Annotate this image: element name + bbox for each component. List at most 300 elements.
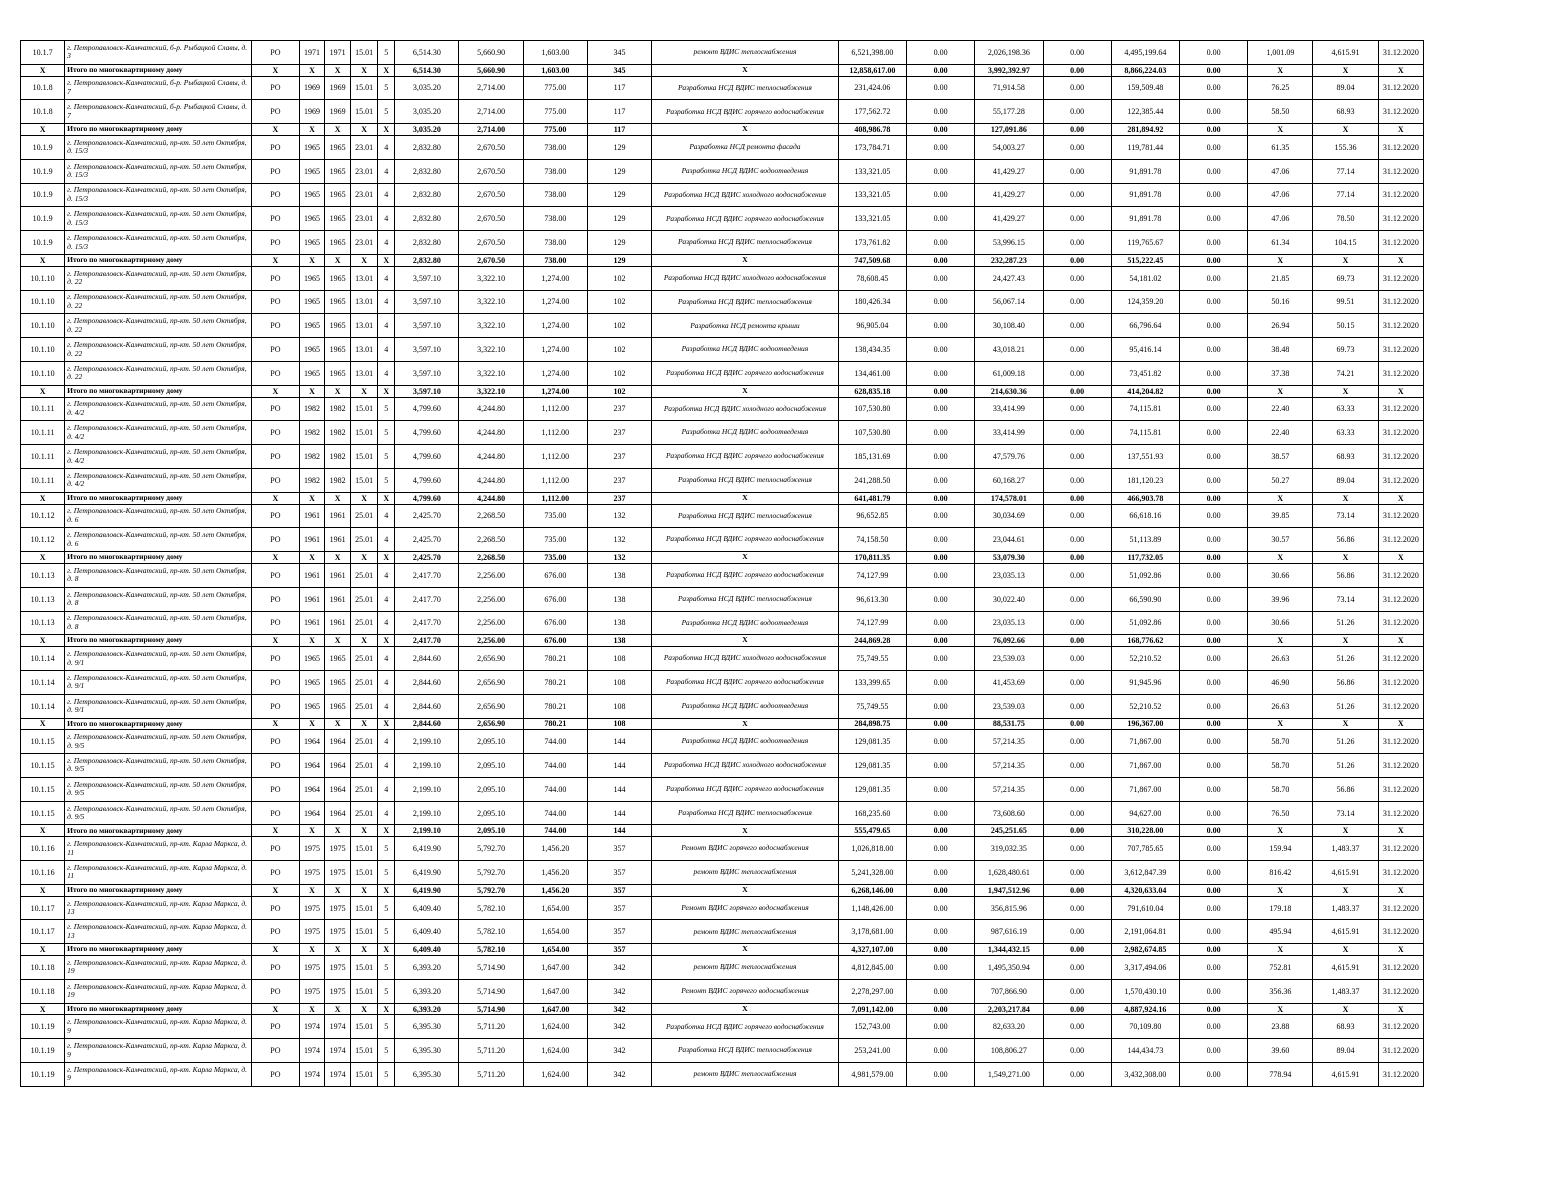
living-area-cell: 2,256.00	[459, 563, 523, 587]
total-row	[21, 64, 1424, 76]
federal-funds-cell: 0.00	[907, 397, 975, 421]
work-type-cell: Разработка НСД ВДИС холодного водоснабжения	[652, 754, 839, 778]
max-unit-cost-cell: 68.93	[1313, 100, 1378, 124]
unit-cost-cell: X	[1248, 825, 1313, 837]
regional-funds-cell: 23,035.13	[975, 611, 1043, 635]
owner-cell: РО	[251, 445, 299, 469]
unit-cost-cell: 58.70	[1248, 754, 1313, 778]
regional-funds-cell: 319,032.35	[975, 837, 1043, 861]
commission-year-cell: 1971	[325, 41, 351, 65]
owner-cell: X	[251, 1003, 299, 1015]
total-area-cell: 6,393.20	[395, 956, 459, 980]
owner-cell: РО	[251, 837, 299, 861]
table-row	[21, 100, 1424, 124]
deadline-cell: 31.12.2020	[1378, 183, 1423, 207]
address-cell: Итого по многоквартирному дому	[65, 884, 252, 896]
item-number-cell: X	[21, 944, 65, 956]
item-number-cell: 10.1.18	[21, 979, 65, 1003]
other-funds-cell: 0.00	[1179, 385, 1247, 397]
common-area-cell: 775.00	[523, 100, 587, 124]
federal-funds-cell: 0.00	[907, 231, 975, 255]
federal-funds-cell: 0.00	[907, 1015, 975, 1039]
item-number-cell: 10.1.9	[21, 183, 65, 207]
owner-cell: РО	[251, 563, 299, 587]
item-number-cell: 10.1.18	[21, 956, 65, 980]
other-funds-cell: 0.00	[1179, 920, 1247, 944]
deadline-cell: 31.12.2020	[1378, 135, 1423, 159]
common-area-cell: 1,654.00	[523, 920, 587, 944]
federal-funds-cell: 0.00	[907, 159, 975, 183]
wall-material-cell: X	[351, 1003, 378, 1015]
table-row	[21, 587, 1424, 611]
address-cell: г. Петропавловск-Камчатский, пр-кт. 50 лет Октября, д. 6	[65, 504, 252, 528]
commission-year-cell: X	[325, 124, 351, 136]
total-row	[21, 825, 1424, 837]
total-cost-cell: 129,081.35	[838, 730, 906, 754]
total-cost-cell: 1,148,426.00	[838, 896, 906, 920]
owner-funds-cell: 168,776.62	[1111, 635, 1179, 647]
municipal-funds-cell: 0.00	[1043, 611, 1111, 635]
common-area-cell: 775.00	[523, 76, 587, 100]
max-unit-cost-cell: X	[1313, 552, 1378, 564]
table-row	[21, 563, 1424, 587]
address-cell: г. Петропавловск-Камчатский, пр-кт. 50 лет Октября, д. 4/2	[65, 397, 252, 421]
unit-cost-cell: 30.66	[1248, 611, 1313, 635]
wall-material-cell: 15.01	[351, 468, 378, 492]
built-year-cell: 1965	[299, 314, 324, 338]
address-cell: Итого по многоквартирному дому	[65, 64, 252, 76]
owner-funds-cell: 2,191,064.81	[1111, 920, 1179, 944]
owner-funds-cell: 51,092.86	[1111, 611, 1179, 635]
living-area-cell: 2,656.90	[459, 670, 523, 694]
federal-funds-cell: 0.00	[907, 861, 975, 885]
owner-cell: РО	[251, 861, 299, 885]
floors-cell: 4	[378, 611, 395, 635]
built-year-cell: 1975	[299, 861, 324, 885]
common-area-cell: 1,647.00	[523, 956, 587, 980]
other-funds-cell: 0.00	[1179, 1063, 1247, 1087]
owner-cell: РО	[251, 397, 299, 421]
max-unit-cost-cell: X	[1313, 64, 1378, 76]
item-number-cell: 10.1.8	[21, 76, 65, 100]
commission-year-cell: 1964	[325, 801, 351, 825]
owner-cell: РО	[251, 183, 299, 207]
max-unit-cost-cell: 4,615.91	[1313, 1063, 1378, 1087]
work-type-cell: Разработка НСД ВДИС горячего водоснабжения	[652, 361, 839, 385]
owner-cell: РО	[251, 100, 299, 124]
federal-funds-cell: 0.00	[907, 552, 975, 564]
commission-year-cell: 1965	[325, 694, 351, 718]
total-cost-cell: 107,530.80	[838, 397, 906, 421]
other-funds-cell: 0.00	[1179, 100, 1247, 124]
item-number-cell: 10.1.16	[21, 837, 65, 861]
living-area-cell: 4,244.80	[459, 397, 523, 421]
unit-cost-cell: 76.50	[1248, 801, 1313, 825]
total-cost-cell: 74,158.50	[838, 528, 906, 552]
item-number-cell: X	[21, 124, 65, 136]
address-cell: г. Петропавловск-Камчатский, пр-кт. 50 лет Октября, д. 9/5	[65, 730, 252, 754]
owner-funds-cell: 791,610.04	[1111, 896, 1179, 920]
address-cell: г. Петропавловск-Камчатский, пр-кт. 50 лет Октября, д. 15/3	[65, 207, 252, 231]
total-cost-cell: 177,562.72	[838, 100, 906, 124]
living-area-cell: 3,322.10	[459, 290, 523, 314]
owner-funds-cell: 4,495,199.64	[1111, 41, 1179, 65]
built-year-cell: 1961	[299, 587, 324, 611]
max-unit-cost-cell: 69.73	[1313, 266, 1378, 290]
table-row	[21, 528, 1424, 552]
municipal-funds-cell: 0.00	[1043, 397, 1111, 421]
owner-funds-cell: 71,867.00	[1111, 730, 1179, 754]
max-unit-cost-cell: 51.26	[1313, 730, 1378, 754]
built-year-cell: 1982	[299, 445, 324, 469]
deadline-cell: X	[1378, 64, 1423, 76]
federal-funds-cell: 0.00	[907, 338, 975, 362]
regional-funds-cell: 71,914.58	[975, 76, 1043, 100]
total-cost-cell: 129,081.35	[838, 777, 906, 801]
commission-year-cell: 1965	[325, 361, 351, 385]
floors-cell: 4	[378, 266, 395, 290]
work-type-cell: X	[652, 492, 839, 504]
commission-year-cell: 1965	[325, 159, 351, 183]
municipal-funds-cell: 0.00	[1043, 754, 1111, 778]
municipal-funds-cell: 0.00	[1043, 563, 1111, 587]
max-unit-cost-cell: 104.15	[1313, 231, 1378, 255]
owner-cell: РО	[251, 979, 299, 1003]
other-funds-cell: 0.00	[1179, 231, 1247, 255]
unit-cost-cell: X	[1248, 552, 1313, 564]
unit-cost-cell: 39.60	[1248, 1039, 1313, 1063]
deadline-cell: 31.12.2020	[1378, 956, 1423, 980]
federal-funds-cell: 0.00	[907, 635, 975, 647]
common-area-cell: 738.00	[523, 207, 587, 231]
deadline-cell: 31.12.2020	[1378, 587, 1423, 611]
municipal-funds-cell: 0.00	[1043, 956, 1111, 980]
residents-cell: 138	[587, 587, 651, 611]
federal-funds-cell: 0.00	[907, 124, 975, 136]
residents-cell: 144	[587, 825, 651, 837]
built-year-cell: 1964	[299, 777, 324, 801]
municipal-funds-cell: 0.00	[1043, 635, 1111, 647]
owner-cell: РО	[251, 528, 299, 552]
table-row	[21, 956, 1424, 980]
address-cell: Итого по многоквартирному дому	[65, 254, 252, 266]
total-cost-cell: 173,761.82	[838, 231, 906, 255]
floors-cell: 4	[378, 670, 395, 694]
owner-cell: РО	[251, 647, 299, 671]
item-number-cell: 10.1.7	[21, 41, 65, 65]
wall-material-cell: 25.01	[351, 694, 378, 718]
owner-cell: РО	[251, 777, 299, 801]
other-funds-cell: 0.00	[1179, 64, 1247, 76]
floors-cell: X	[378, 552, 395, 564]
built-year-cell: 1975	[299, 896, 324, 920]
floors-cell: X	[378, 635, 395, 647]
wall-material-cell: 15.01	[351, 979, 378, 1003]
wall-material-cell: X	[351, 124, 378, 136]
regional-funds-cell: 30,108.40	[975, 314, 1043, 338]
max-unit-cost-cell: 73.14	[1313, 587, 1378, 611]
floors-cell: 4	[378, 694, 395, 718]
deadline-cell: 31.12.2020	[1378, 361, 1423, 385]
total-cost-cell: 747,509.68	[838, 254, 906, 266]
owner-cell: X	[251, 825, 299, 837]
total-cost-cell: 138,434.35	[838, 338, 906, 362]
wall-material-cell: 25.01	[351, 801, 378, 825]
residents-cell: 342	[587, 1063, 651, 1087]
wall-material-cell: 23.01	[351, 135, 378, 159]
total-area-cell: 2,425.70	[395, 528, 459, 552]
total-cost-cell: 78,608.45	[838, 266, 906, 290]
commission-year-cell: 1969	[325, 76, 351, 100]
residents-cell: 342	[587, 1003, 651, 1015]
unit-cost-cell: X	[1248, 64, 1313, 76]
federal-funds-cell: 0.00	[907, 468, 975, 492]
total-area-cell: 6,514.30	[395, 41, 459, 65]
floors-cell: 4	[378, 207, 395, 231]
floors-cell: 4	[378, 183, 395, 207]
work-type-cell: Разработка НСД ВДИС горячего водоснабжения	[652, 445, 839, 469]
unit-cost-cell: 21.85	[1248, 266, 1313, 290]
other-funds-cell: 0.00	[1179, 801, 1247, 825]
living-area-cell: 5,782.10	[459, 944, 523, 956]
table-row	[21, 290, 1424, 314]
max-unit-cost-cell: X	[1313, 254, 1378, 266]
item-number-cell: 10.1.9	[21, 231, 65, 255]
address-cell: г. Петропавловск-Камчатский, пр-кт. 50 лет Октября, д. 8	[65, 611, 252, 635]
total-cost-cell: 12,858,617.00	[838, 64, 906, 76]
work-type-cell: Разработка НСД ВДИС водоотведения	[652, 730, 839, 754]
work-type-cell: Разработка НСД ВДИС водоотведения	[652, 611, 839, 635]
common-area-cell: 775.00	[523, 124, 587, 136]
living-area-cell: 2,095.10	[459, 754, 523, 778]
regional-funds-cell: 54,003.27	[975, 135, 1043, 159]
other-funds-cell: 0.00	[1179, 670, 1247, 694]
total-area-cell: 3,035.20	[395, 100, 459, 124]
item-number-cell: 10.1.9	[21, 159, 65, 183]
federal-funds-cell: 0.00	[907, 718, 975, 730]
total-area-cell: 6,395.30	[395, 1015, 459, 1039]
total-area-cell: 6,419.90	[395, 837, 459, 861]
commission-year-cell: X	[325, 884, 351, 896]
owner-cell: РО	[251, 338, 299, 362]
regional-funds-cell: 108,806.27	[975, 1039, 1043, 1063]
commission-year-cell: 1964	[325, 754, 351, 778]
municipal-funds-cell: 0.00	[1043, 468, 1111, 492]
residents-cell: 108	[587, 670, 651, 694]
built-year-cell: X	[299, 385, 324, 397]
work-type-cell: X	[652, 552, 839, 564]
owner-funds-cell: 3,317,494.06	[1111, 956, 1179, 980]
work-type-cell: X	[652, 944, 839, 956]
max-unit-cost-cell: X	[1313, 635, 1378, 647]
other-funds-cell: 0.00	[1179, 397, 1247, 421]
common-area-cell: 738.00	[523, 159, 587, 183]
common-area-cell: 780.21	[523, 694, 587, 718]
floors-cell: 4	[378, 563, 395, 587]
common-area-cell: 1,112.00	[523, 421, 587, 445]
item-number-cell: 10.1.11	[21, 445, 65, 469]
work-type-cell: Разработка НСД ВДИС холодного водоснабжения	[652, 647, 839, 671]
deadline-cell: X	[1378, 944, 1423, 956]
other-funds-cell: 0.00	[1179, 76, 1247, 100]
wall-material-cell: 13.01	[351, 361, 378, 385]
other-funds-cell: 0.00	[1179, 944, 1247, 956]
other-funds-cell: 0.00	[1179, 254, 1247, 266]
unit-cost-cell: 58.50	[1248, 100, 1313, 124]
federal-funds-cell: 0.00	[907, 528, 975, 552]
address-cell: г. Петропавловск-Камчатский, пр-кт. 50 лет Октября, д. 4/2	[65, 445, 252, 469]
max-unit-cost-cell: X	[1313, 718, 1378, 730]
commission-year-cell: 1965	[325, 290, 351, 314]
floors-cell: 5	[378, 979, 395, 1003]
work-type-cell: Разработка НСД ВДИС горячего водоснабжения	[652, 563, 839, 587]
wall-material-cell: 15.01	[351, 1015, 378, 1039]
total-area-cell: 6,395.30	[395, 1063, 459, 1087]
regional-funds-cell: 41,429.27	[975, 159, 1043, 183]
item-number-cell: 10.1.15	[21, 801, 65, 825]
wall-material-cell: 25.01	[351, 587, 378, 611]
total-area-cell: 6,395.30	[395, 1039, 459, 1063]
address-cell: г. Петропавловск-Камчатский, пр-кт. 50 лет Октября, д. 22	[65, 266, 252, 290]
federal-funds-cell: 0.00	[907, 944, 975, 956]
commission-year-cell: 1975	[325, 956, 351, 980]
commission-year-cell: 1965	[325, 647, 351, 671]
owner-funds-cell: 52,210.52	[1111, 647, 1179, 671]
other-funds-cell: 0.00	[1179, 587, 1247, 611]
max-unit-cost-cell: 56.86	[1313, 528, 1378, 552]
federal-funds-cell: 0.00	[907, 801, 975, 825]
built-year-cell: 1965	[299, 338, 324, 362]
total-cost-cell: 284,898.75	[838, 718, 906, 730]
municipal-funds-cell: 0.00	[1043, 825, 1111, 837]
residents-cell: 357	[587, 884, 651, 896]
federal-funds-cell: 0.00	[907, 825, 975, 837]
total-cost-cell: 185,131.69	[838, 445, 906, 469]
living-area-cell: 2,656.90	[459, 694, 523, 718]
total-area-cell: 4,799.60	[395, 397, 459, 421]
other-funds-cell: 0.00	[1179, 635, 1247, 647]
unit-cost-cell: 22.40	[1248, 397, 1313, 421]
owner-cell: РО	[251, 1015, 299, 1039]
total-area-cell: 2,417.70	[395, 611, 459, 635]
max-unit-cost-cell: 4,615.91	[1313, 41, 1378, 65]
common-area-cell: 1,274.00	[523, 385, 587, 397]
unit-cost-cell: 46.90	[1248, 670, 1313, 694]
common-area-cell: 676.00	[523, 563, 587, 587]
federal-funds-cell: 0.00	[907, 563, 975, 587]
floors-cell: 4	[378, 730, 395, 754]
regional-funds-cell: 127,091.86	[975, 124, 1043, 136]
municipal-funds-cell: 0.00	[1043, 777, 1111, 801]
owner-cell: РО	[251, 504, 299, 528]
wall-material-cell: 15.01	[351, 76, 378, 100]
total-cost-cell: 5,241,328.00	[838, 861, 906, 885]
deadline-cell: 31.12.2020	[1378, 694, 1423, 718]
work-type-cell: Разработка НСД ВДИС горячего водоснабжения	[652, 207, 839, 231]
owner-cell: X	[251, 552, 299, 564]
total-cost-cell: 133,321.05	[838, 183, 906, 207]
living-area-cell: 2,714.00	[459, 100, 523, 124]
unit-cost-cell: X	[1248, 492, 1313, 504]
living-area-cell: 5,782.10	[459, 896, 523, 920]
owner-funds-cell: 3,612,847.39	[1111, 861, 1179, 885]
living-area-cell: 2,268.50	[459, 528, 523, 552]
wall-material-cell: 25.01	[351, 528, 378, 552]
built-year-cell: 1965	[299, 290, 324, 314]
total-row	[21, 944, 1424, 956]
work-type-cell: Разработка НСД ВДИС водоотведения	[652, 338, 839, 362]
floors-cell: 4	[378, 587, 395, 611]
address-cell: Итого по многоквартирному дому	[65, 825, 252, 837]
deadline-cell: 31.12.2020	[1378, 979, 1423, 1003]
common-area-cell: 1,456.20	[523, 861, 587, 885]
common-area-cell: 676.00	[523, 635, 587, 647]
address-cell: Итого по многоквартирному дому	[65, 124, 252, 136]
total-area-cell: 6,393.20	[395, 1003, 459, 1015]
owner-funds-cell: 124,359.20	[1111, 290, 1179, 314]
wall-material-cell: 13.01	[351, 314, 378, 338]
built-year-cell: 1965	[299, 670, 324, 694]
item-number-cell: 10.1.17	[21, 920, 65, 944]
other-funds-cell: 0.00	[1179, 468, 1247, 492]
work-type-cell: Разработка НСД ВДИС горячего водоснабжения	[652, 100, 839, 124]
federal-funds-cell: 0.00	[907, 979, 975, 1003]
owner-cell: РО	[251, 290, 299, 314]
common-area-cell: 1,624.00	[523, 1039, 587, 1063]
other-funds-cell: 0.00	[1179, 207, 1247, 231]
max-unit-cost-cell: 89.04	[1313, 1039, 1378, 1063]
deadline-cell: X	[1378, 825, 1423, 837]
unit-cost-cell: 47.06	[1248, 207, 1313, 231]
municipal-funds-cell: 0.00	[1043, 135, 1111, 159]
residents-cell: 138	[587, 563, 651, 587]
table-row	[21, 421, 1424, 445]
deadline-cell: 31.12.2020	[1378, 504, 1423, 528]
regional-funds-cell: 987,616.19	[975, 920, 1043, 944]
deadline-cell: 31.12.2020	[1378, 801, 1423, 825]
floors-cell: 5	[378, 468, 395, 492]
regional-funds-cell: 33,414.99	[975, 421, 1043, 445]
municipal-funds-cell: 0.00	[1043, 884, 1111, 896]
living-area-cell: 5,660.90	[459, 41, 523, 65]
item-number-cell: 10.1.11	[21, 397, 65, 421]
wall-material-cell: X	[351, 825, 378, 837]
other-funds-cell: 0.00	[1179, 563, 1247, 587]
item-number-cell: 10.1.19	[21, 1063, 65, 1087]
built-year-cell: 1965	[299, 159, 324, 183]
floors-cell: X	[378, 254, 395, 266]
owner-cell: РО	[251, 231, 299, 255]
deadline-cell: 31.12.2020	[1378, 754, 1423, 778]
residents-cell: 144	[587, 777, 651, 801]
living-area-cell: 2,656.90	[459, 647, 523, 671]
regional-funds-cell: 88,531.75	[975, 718, 1043, 730]
municipal-funds-cell: 0.00	[1043, 254, 1111, 266]
common-area-cell: 1,647.00	[523, 1003, 587, 1015]
work-type-cell: Ремонт ВДИС горячего водоснабжения	[652, 896, 839, 920]
regional-funds-cell: 23,035.13	[975, 563, 1043, 587]
unit-cost-cell: 23.88	[1248, 1015, 1313, 1039]
living-area-cell: 2,095.10	[459, 825, 523, 837]
regional-funds-cell: 245,251.65	[975, 825, 1043, 837]
total-cost-cell: 74,127.99	[838, 611, 906, 635]
address-cell: Итого по многоквартирному дому	[65, 635, 252, 647]
work-type-cell: X	[652, 64, 839, 76]
floors-cell: 5	[378, 1039, 395, 1063]
unit-cost-cell: X	[1248, 635, 1313, 647]
total-cost-cell: 6,268,146.00	[838, 884, 906, 896]
other-funds-cell: 0.00	[1179, 956, 1247, 980]
